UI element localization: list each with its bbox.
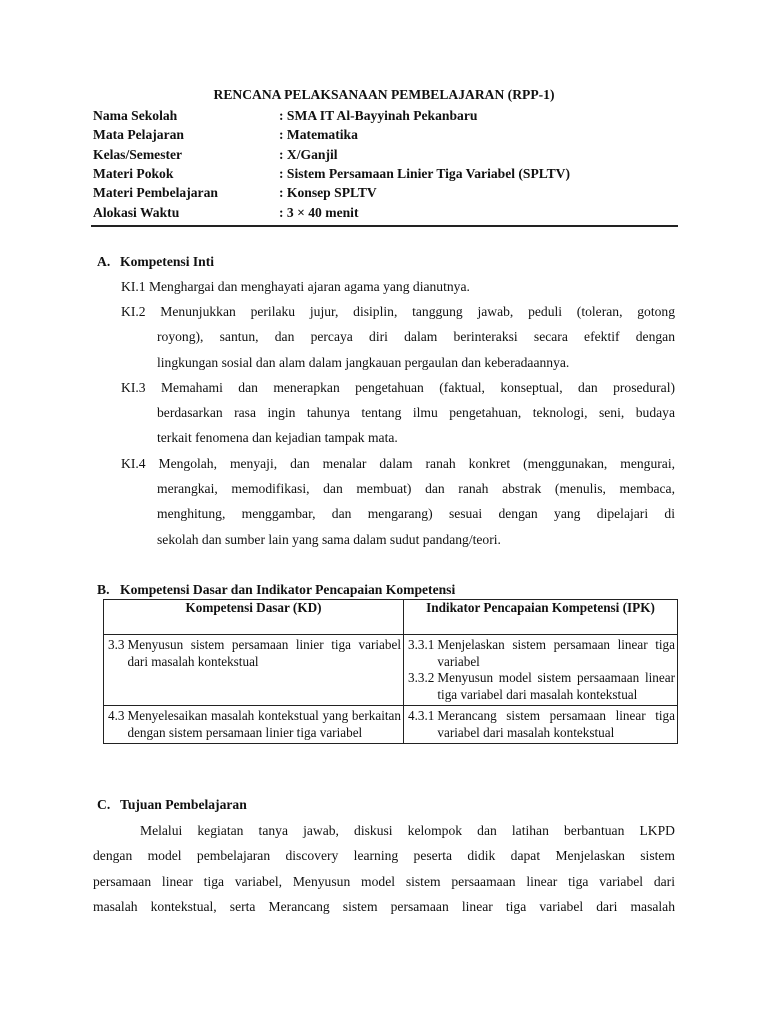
- section-title: Tujuan Pembelajaran: [120, 797, 247, 812]
- table-header-ipk: Indikator Pencapaian Kompetensi (IPK): [404, 600, 678, 635]
- ki-3-line: berdasarkan rasa ingin tahunya tentang ilmu pengetahuan, teknologi, seni, budaya: [157, 405, 675, 420]
- info-value: : SMA IT Al-Bayyinah Pekanbaru: [279, 108, 478, 123]
- info-value: : 3 × 40 menit: [279, 205, 359, 220]
- document-title: RENCANA PELAKSANAAN PEMBELAJARAN (RPP-1): [213, 87, 555, 102]
- section-marker: B.: [97, 582, 110, 597]
- section-marker: A.: [97, 254, 111, 269]
- info-label: Nama Sekolah: [93, 108, 178, 123]
- section-marker: C.: [97, 797, 111, 812]
- ki-3-line: terkait fenomena dan kejadian tampak mata.: [157, 430, 398, 445]
- kd-cell: [104, 635, 404, 706]
- ki-2-line: KI.2 Menunjukkan perilaku jujur, disiplin, tanggung jawab, peduli (toleran, gotong: [121, 304, 675, 319]
- table-header-row: [104, 600, 678, 635]
- table-header-kd: Kompetensi Dasar (KD): [104, 600, 404, 635]
- objective-paragraph-line: dengan model pembelajaran discovery learning peserta didik dapat Menjelaskan sistem: [93, 848, 675, 863]
- section-title: Kompetensi Dasar dan Indikator Pencapaian Kompetensi: [120, 582, 456, 597]
- kd-cell: [104, 706, 404, 744]
- kd-number: 4.3: [108, 708, 125, 723]
- ipk-cell: [404, 706, 678, 744]
- ipk-number: 3.3.2: [408, 670, 435, 685]
- section-title: Kompetensi Inti: [120, 254, 215, 269]
- ki-3-line: KI.3 Memahami dan menerapkan pengetahuan (faktual, konseptual, dan prosedural): [121, 380, 675, 395]
- info-value: : Matematika: [279, 127, 358, 142]
- ipk-text: Menjelaskan sistem persamaan linear tiga variabel: [437, 637, 675, 669]
- info-label: Alokasi Waktu: [93, 205, 180, 220]
- ki-4-line: KI.4 Mengolah, menyaji, dan menalar dalam ranah konkret (menggunakan, mengurai,: [121, 456, 675, 471]
- objective-paragraph-line: masalah kontekstual, serta Merancang sistem persamaan linear tiga variabel dari masalah: [93, 899, 675, 914]
- header-divider: [91, 225, 678, 227]
- info-value: : Konsep SPLTV: [279, 185, 377, 200]
- ipk-cell: [404, 635, 678, 706]
- kd-number: 3.3: [108, 637, 125, 652]
- info-value: : Sistem Persamaan Linier Tiga Variabel (SPLTV): [279, 166, 571, 181]
- ki-4-line: menghitung, menggambar, dan mengarang) sesuai dengan yang dipelajari di: [157, 506, 675, 521]
- ipk-number: 3.3.1: [408, 637, 435, 652]
- info-label: Materi Pembelajaran: [93, 185, 218, 200]
- info-label: Mata Pelajaran: [93, 127, 184, 142]
- ki-2-line: lingkungan sosial dan alam dalam jangkauan pergaulan dan keberadaannya.: [157, 355, 570, 370]
- objective-paragraph-line: persamaan linear tiga variabel, Menyusun model sistem persaamaan linear tiga variabel dari: [93, 874, 675, 889]
- ipk-text: Menyusun model sistem persaamaan linear tiga variabel dari masalah kontekstual: [437, 670, 675, 702]
- ki-4-line: merangkai, memodifikasi, dan membuat) dan ranah abstrak (menulis, membaca,: [157, 481, 675, 496]
- info-value: : X/Ganjil: [279, 147, 338, 162]
- kd-text: Menyusun sistem persamaan linier tiga variabel dari masalah kontekstual: [127, 637, 401, 669]
- table-row: [104, 706, 678, 744]
- info-label: Kelas/Semester: [93, 147, 183, 162]
- kd-text: Menyelesaikan masalah kontekstual yang berkaitan dengan sistem persamaan linier tiga variabel: [127, 708, 401, 740]
- objective-paragraph-line: Melalui kegiatan tanya jawab, diskusi kelompok dan latihan berbantuan LKPD: [140, 823, 675, 838]
- ki-1: KI.1 Menghargai dan menghayati ajaran agama yang dianutnya.: [121, 279, 470, 294]
- ipk-number: 4.3.1: [408, 708, 435, 723]
- ki-2-line: royong), santun, dan percaya diri dalam berinteraksi secara efektif dengan: [157, 329, 675, 344]
- table-row: [104, 635, 678, 706]
- ki-4-line: sekolah dan sumber lain yang sama dalam sudut pandang/teori.: [157, 532, 501, 547]
- ipk-text: Merancang sistem persamaan linear tiga variabel dari masalah kontekstual: [437, 708, 675, 740]
- competency-table: [103, 599, 678, 744]
- info-label: Materi Pokok: [93, 166, 174, 181]
